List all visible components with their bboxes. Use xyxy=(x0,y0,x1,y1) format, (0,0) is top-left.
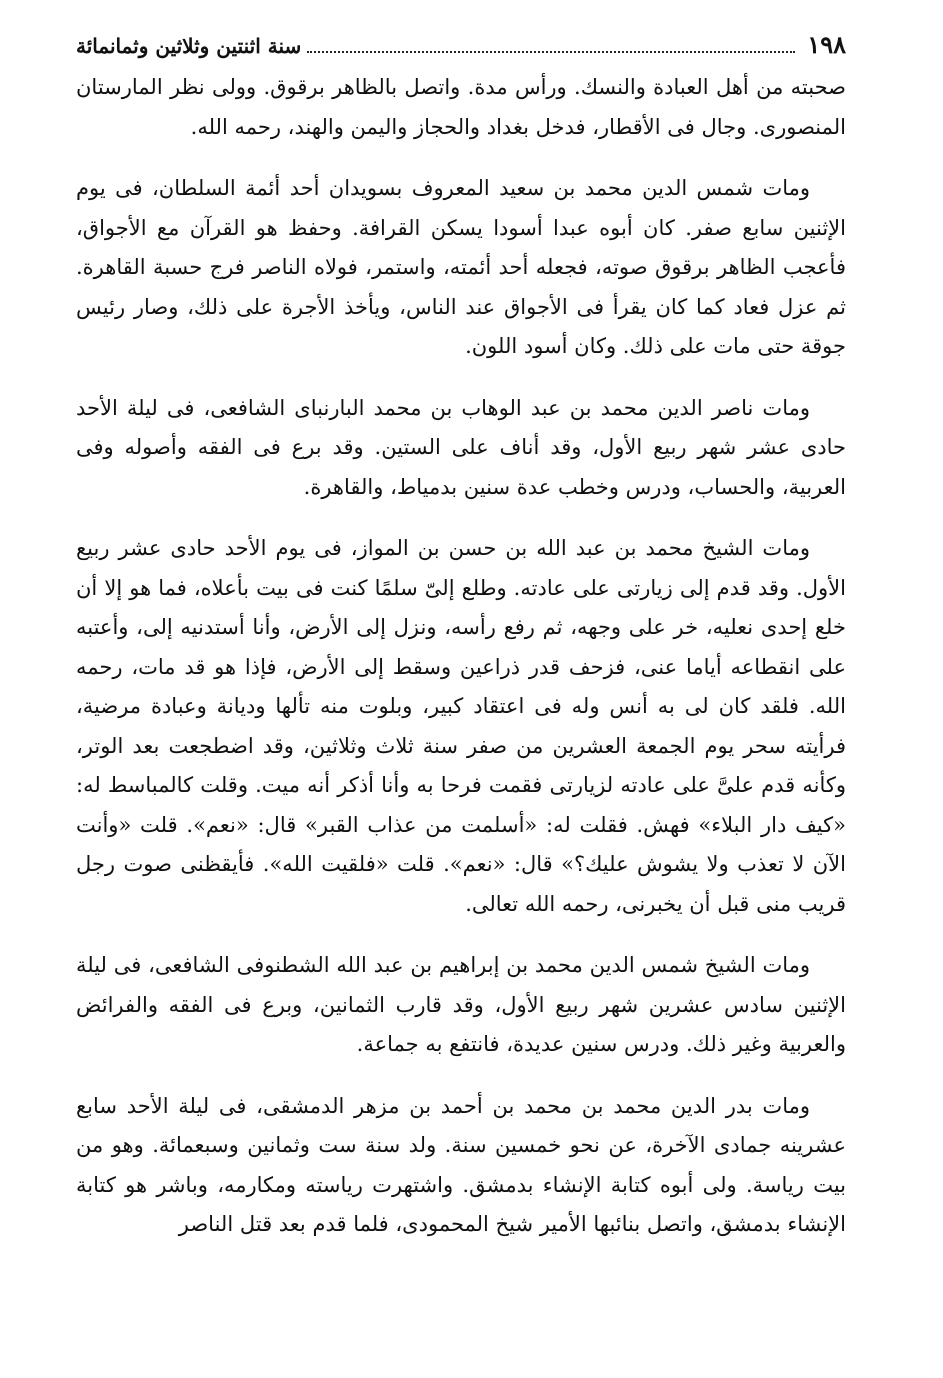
header-dot-leader xyxy=(307,51,795,53)
book-page xyxy=(76,30,846,1360)
paragraph-6: ومات بدر الدين محمد بن محمد بن أحمد بن مزهر الدمشقى، فى ليلة الأحد سابع عشرينه جمادى الآخرة، عن نحو خمسين سنة. ولد سنة ست وثمانين وسبعمائة. وهو من بيت رياسة. ولى أبوه كتابة الإنشاء بدمشق. واشتهرت رياسته ومكارمه، وباشر هو كتابة الإنشاء بدمشق، واتصل بنائبها الأمير شيخ المحمودى، فلما قدم بعد قتل الناصر xyxy=(76,1093,846,1236)
paragraph-1: صحبته من أهل العبادة والنسك. ورأس مدة. واتصل بالظاهر برقوق. وولى نظر المارستان المنصورى. وجال فى الأقطار، فدخل بغداد والحجاز واليمن والهند، رحمه الله. xyxy=(76,75,846,139)
paragraph-2: ومات شمس الدين محمد بن سعيد المعروف بسويدان أحد أئمة السلطان، فى يوم الإثنين سابع صفر. كان أبوه عبدا أسودا يسكن القرافة. وحفظ هو القرآن مع الأجواق، فأعجب الظاهر برقوق صوته، فجعله أحد أئمته، واستمر، فولاه الناصر فرج حسبة القاهرة. ثم عزل فعاد كما كان يقرأ فى الأجواق عند الناس، ويأخذ الأجرة على ذلك، وصار رئيس جوقة حتى مات على ذلك. وكان أسود اللون. xyxy=(76,176,846,358)
paragraph-3: ومات ناصر الدين محمد بن عبد الوهاب بن محمد البارنباى الشافعى، فى ليلة الأحد حادى عشر شهر ربيع الأول، وقد أناف على الستين. وقد برع فى الفقه وأصوله وفى العربية، والحساب، ودرس وخطب عدة سنين بدمياط، والقاهرة. xyxy=(76,395,846,499)
paragraph-4: ومات الشيخ محمد بن عبد الله بن حسن بن المواز، فى يوم الأحد حادى عشر ربيع الأول. وقد قدم إلى زيارتى على عادته. وطلع إلىّ سلمًا كنت فى بيت بأعلاه، فما هو إلا أن خلع إحدى نعليه، خر على وجهه، ثم رفع رأسه، ونزل إلى الأرض، وأنا أستدنيه إلى، وأعتبه على انقطاعه أياما عنى، فزحف قدر ذراعين وسقط إلى الأرض، فإذا هو قد مات، رحمه الله. فلقد كان لى به أنس وله فى اعتقاد كبير، وبلوت منه تألها وديانة وعبادة مرضية، فرأيته سحر يوم الجمعة العشرين من صفر سنة ثلاث وثلاثين، وقد اضطجعت بعد الوتر، وكأنه قدم علىَّ على عادته لزيارتى فقمت فرحا به وأنا أذكر أنه ميت. وقلت كالمباسط له: «كيف دار البلاء» فهش. فقلت له: «أسلمت من عذاب القبر» قال: «نعم». قلت «وأنت الآن لا تعذب ولا يشوش عليك؟» قال: «نعم». قلت «فلقيت الله». فأيقظنى صوت رجل قريب منى قبل أن يخبرنى، رحمه الله تعالى. xyxy=(76,536,846,916)
page-number: ١٩٨ xyxy=(807,30,846,59)
paragraph-5: ومات الشيخ شمس الدين محمد بن إبراهيم بن عبد الله الشطنوفى الشافعى، فى ليلة الإثنين سادس عشرين شهر ربيع الأول، وقد قارب الثمانين، وبرع فى الفقه والفرائض والعربية وغير ذلك. ودرس سنين عديدة، فانتفع به جماعة. xyxy=(76,953,846,1056)
running-title: سنة اثنتين وثلاثين وثمانمائة xyxy=(76,34,302,58)
page-header xyxy=(76,30,846,64)
